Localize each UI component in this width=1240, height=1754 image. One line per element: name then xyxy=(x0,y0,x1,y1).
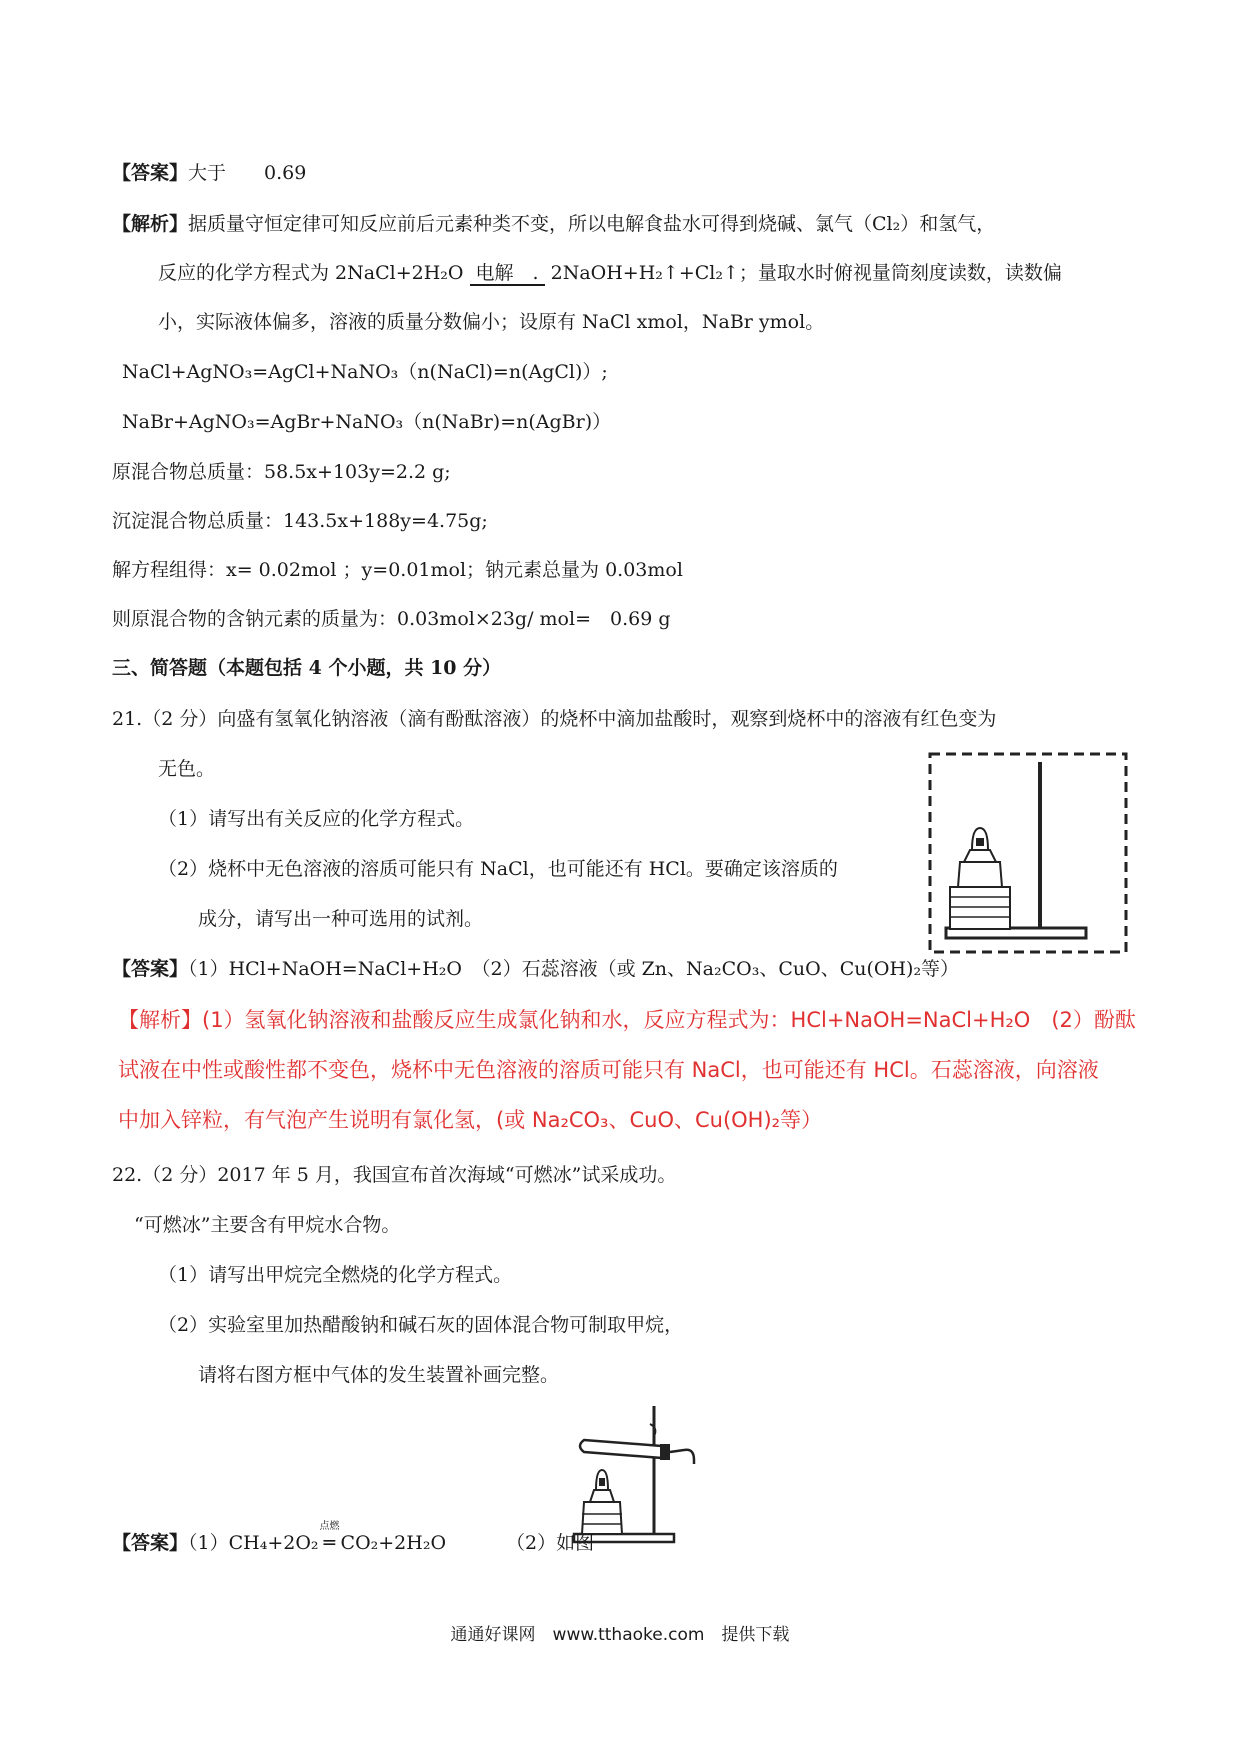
reaction-condition: 点燃 xyxy=(319,1521,340,1532)
section-heading: 三、简答题（本题包括 4 个小题，共 10 分） xyxy=(112,657,502,679)
answer-tag: 【答案】 xyxy=(112,162,189,184)
page-footer: 通通好课网 www.tthaoke.com 提供下载 xyxy=(450,1625,790,1645)
solution-system: 解方程组得：x= 0.02mol ；y=0.01mol；钠元素总量为 0.03mol xyxy=(112,559,683,581)
explanation-20-line-1: 【解析】据质量守恒定律可知反应前后元素种类不变，所以电解食盐水可得到烧碱、氯气（Cl₂）和氢气， xyxy=(112,213,996,235)
sodium-mass: 则原混合物的含钠元素的质量为：0.03mol×23g/ mol= 0.69 g xyxy=(112,608,671,630)
answer-tag: 【答案】 xyxy=(112,958,189,980)
answer-tag: 【答案】 xyxy=(112,1532,189,1554)
q21-line-1: 21.（2 分）向盛有氢氧化钠溶液（滴有酚酞溶液）的烧杯中滴加盐酸时，观察到烧杯中的溶液有红色变为 xyxy=(112,708,997,730)
q21-part-3: 成分，请写出一种可选用的试剂。 xyxy=(198,908,484,930)
q22-part-1: （1）请写出甲烷完全燃烧的化学方程式。 xyxy=(158,1264,513,1286)
reaction-condition: 电解 . xyxy=(470,262,545,286)
q21-part-1: （1）请写出有关反应的化学方程式。 xyxy=(158,808,475,830)
mass-original: 原混合物总质量：58.5x+103y=2.2 g; xyxy=(112,461,451,483)
q21-line-2: 无色。 xyxy=(158,758,216,780)
answer-20 xyxy=(112,160,306,186)
mass-precipitate: 沉淀混合物总质量：143.5x+188y=4.75g; xyxy=(112,510,488,532)
q22-line-1: 22.（2 分）2017 年 5 月，我国宣布首次海域“可燃冰”试采成功。 xyxy=(112,1164,677,1186)
equation-nabr: NaBr+AgNO₃=AgBr+NaNO₃（n(NaBr)=n(AgBr)） xyxy=(122,411,612,433)
apparatus-figure-1 xyxy=(928,752,1128,956)
explanation-20-line-2: 反应的化学方程式为 2NaCl+2H₂O 电解 . 2NaOH+H₂↑+Cl₂↑；量取水时俯视量筒刻度读数，读数偏 xyxy=(158,262,1062,284)
equation-nacl: NaCl+AgNO₃=AgCl+NaNO₃（n(NaCl)=n(AgCl)）; xyxy=(122,361,608,383)
answer-21: 【答案】（1）HCl+NaOH=NaCl+H₂O （2）石蕊溶液（或 Zn、Na₂CO₃、CuO、Cu(OH)₂等） xyxy=(112,958,960,980)
explanation-20-line-3: 小，实际液体偏多，溶液的质量分数偏小；设原有 NaCl xmol，NaBr ymol。 xyxy=(158,311,825,333)
explanation-21-line-2: 试液在中性或酸性都不变色，烧杯中无色溶液的溶质可能只有 NaCl，也可能还有 HCl。石蕊溶液，向溶液 xyxy=(118,1058,1099,1082)
explanation-tag: 【解析】 xyxy=(112,213,189,235)
q22-part-3: 请将右图方框中气体的发生装置补画完整。 xyxy=(198,1364,560,1386)
q22-line-2: “可燃冰”主要含有甲烷水合物。 xyxy=(134,1214,401,1236)
answer-text: 大于 0.69 xyxy=(188,162,307,184)
explanation-21-line-3: 中加入锌粒，有气泡产生说明有氯化氢，(或 Na₂CO₃、CuO、Cu(OH)₂等） xyxy=(118,1108,823,1132)
q21-part-2: （2）烧杯中无色溶液的溶质可能只有 NaCl，也可能还有 HCl。要确定该溶质的 xyxy=(158,858,838,880)
q22-part-2: （2）实验室里加热醋酸钠和碱石灰的固体混合物可制取甲烷， xyxy=(158,1314,684,1336)
explanation-21-line-1: 【解析】(1）氢氧化钠溶液和盐酸反应生成氯化钠和水，反应方程式为：HCl+NaOH=NaCl+H₂O (2）酚酞 xyxy=(118,1008,1136,1032)
answer-22: 【答案】（1）CH₄+2O₂ 点燃 ═ CO₂+2H₂O （2）如图 xyxy=(112,1530,594,1556)
